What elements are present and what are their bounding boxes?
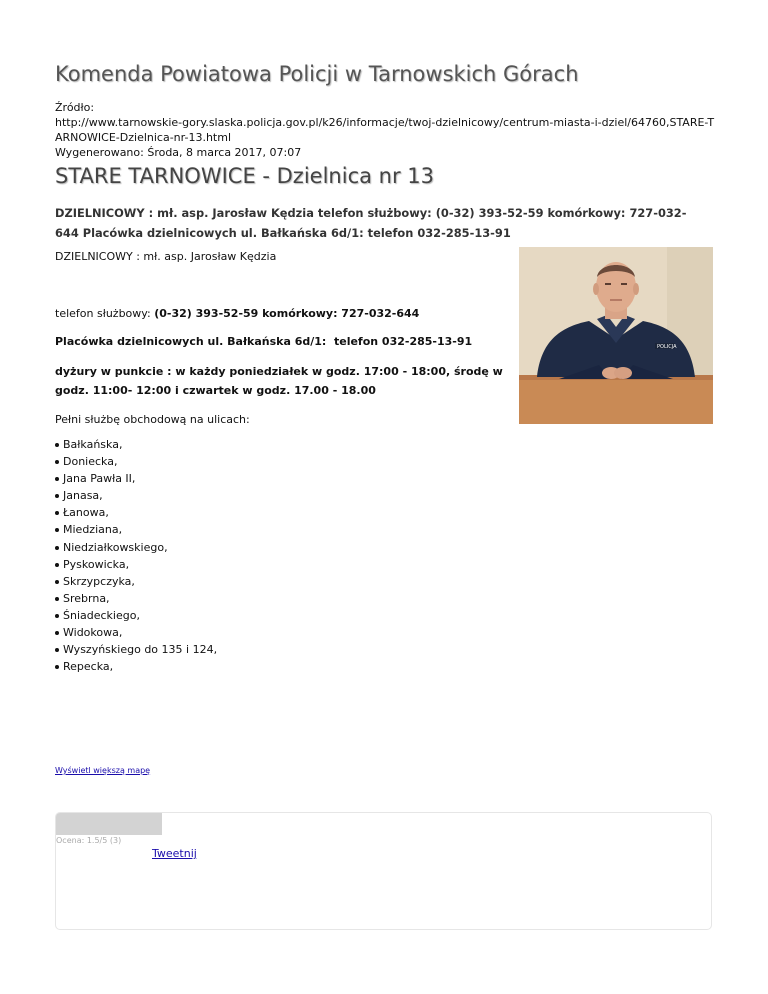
street-list bbox=[55, 436, 217, 675]
list-item: Janasa, bbox=[55, 487, 217, 504]
list-item: Srebrna, bbox=[55, 590, 217, 607]
source-label: Źródło: bbox=[55, 101, 95, 114]
phone-line bbox=[55, 304, 419, 323]
rating-bar[interactable] bbox=[56, 813, 162, 835]
list-item: Niedziałkowskiego, bbox=[55, 539, 217, 556]
list-item: Widokowa, bbox=[55, 624, 217, 641]
article-lead: DZIELNICOWY : mł. asp. Jarosław Kędzia telefon służbowy: (0-32) 393-52-59 komórkowy: 727-032-644 Placówka dzielnicowych ul. Bałkańska 6d/1: telefon 032-285-13-91 bbox=[55, 206, 687, 240]
map-link[interactable]: Wyświetl większą mapę bbox=[55, 766, 151, 775]
generated-date: Wygenerowano: Środa, 8 marca 2017, 07:07 bbox=[55, 146, 302, 159]
officer-line: DZIELNICOWY : mł. asp. Jarosław Kędzia bbox=[55, 250, 277, 263]
article-title: STARE TARNOWICE - Dzielnica nr 13 bbox=[55, 164, 434, 188]
list-item: Wyszyńskiego do 135 i 124, bbox=[55, 641, 217, 658]
source-info bbox=[55, 100, 715, 160]
officer-photo-illustration bbox=[519, 247, 713, 424]
tweet-link[interactable]: Tweetnij bbox=[152, 847, 197, 860]
site-title: Komenda Powiatowa Policji w Tarnowskich Górach bbox=[55, 62, 579, 86]
list-item: Miedziana, bbox=[55, 521, 217, 538]
list-item: Bałkańska, bbox=[55, 436, 217, 453]
patrol-intro: Pełni służbę obchodową na ulicach: bbox=[55, 413, 250, 426]
list-item: Skrzypczyka, bbox=[55, 573, 217, 590]
list-item: Łanowa, bbox=[55, 504, 217, 521]
phone-label: telefon służbowy: bbox=[55, 307, 155, 320]
list-item: Repecka, bbox=[55, 658, 217, 675]
officer-photo bbox=[519, 247, 713, 424]
phone-value: (0-32) 393-52-59 komórkowy: 727-032-644 bbox=[154, 307, 420, 320]
duty-hours: dyżury w punkcie : w każdy poniedziałek w godz. 17:00 - 18:00, środę w godz. 11:00- 12:00 i czwartek w godz. 17.00 - 18.00 bbox=[55, 365, 503, 397]
rating-box bbox=[55, 812, 712, 930]
list-item: Jana Pawła II, bbox=[55, 470, 217, 487]
source-url: http://www.tarnowskie-gory.slaska.policja.gov.pl/k26/informacje/twoj-dzielnicowy/centrum-miasta-i-dziel/64760,STARE-TARNOWICE-Dzielnica-nr-13.html bbox=[55, 116, 715, 144]
list-item: Doniecka, bbox=[55, 453, 217, 470]
list-item: Pyskowicka, bbox=[55, 556, 217, 573]
office-line: Placówka dzielnicowych ul. Bałkańska 6d/1: telefon 032-285-13-91 bbox=[55, 335, 473, 348]
rating-text: Ocena: 1.5/5 (3) bbox=[56, 836, 122, 845]
photo-badge-text: POLICJA bbox=[657, 344, 677, 350]
list-item: Śniadeckiego, bbox=[55, 607, 217, 624]
